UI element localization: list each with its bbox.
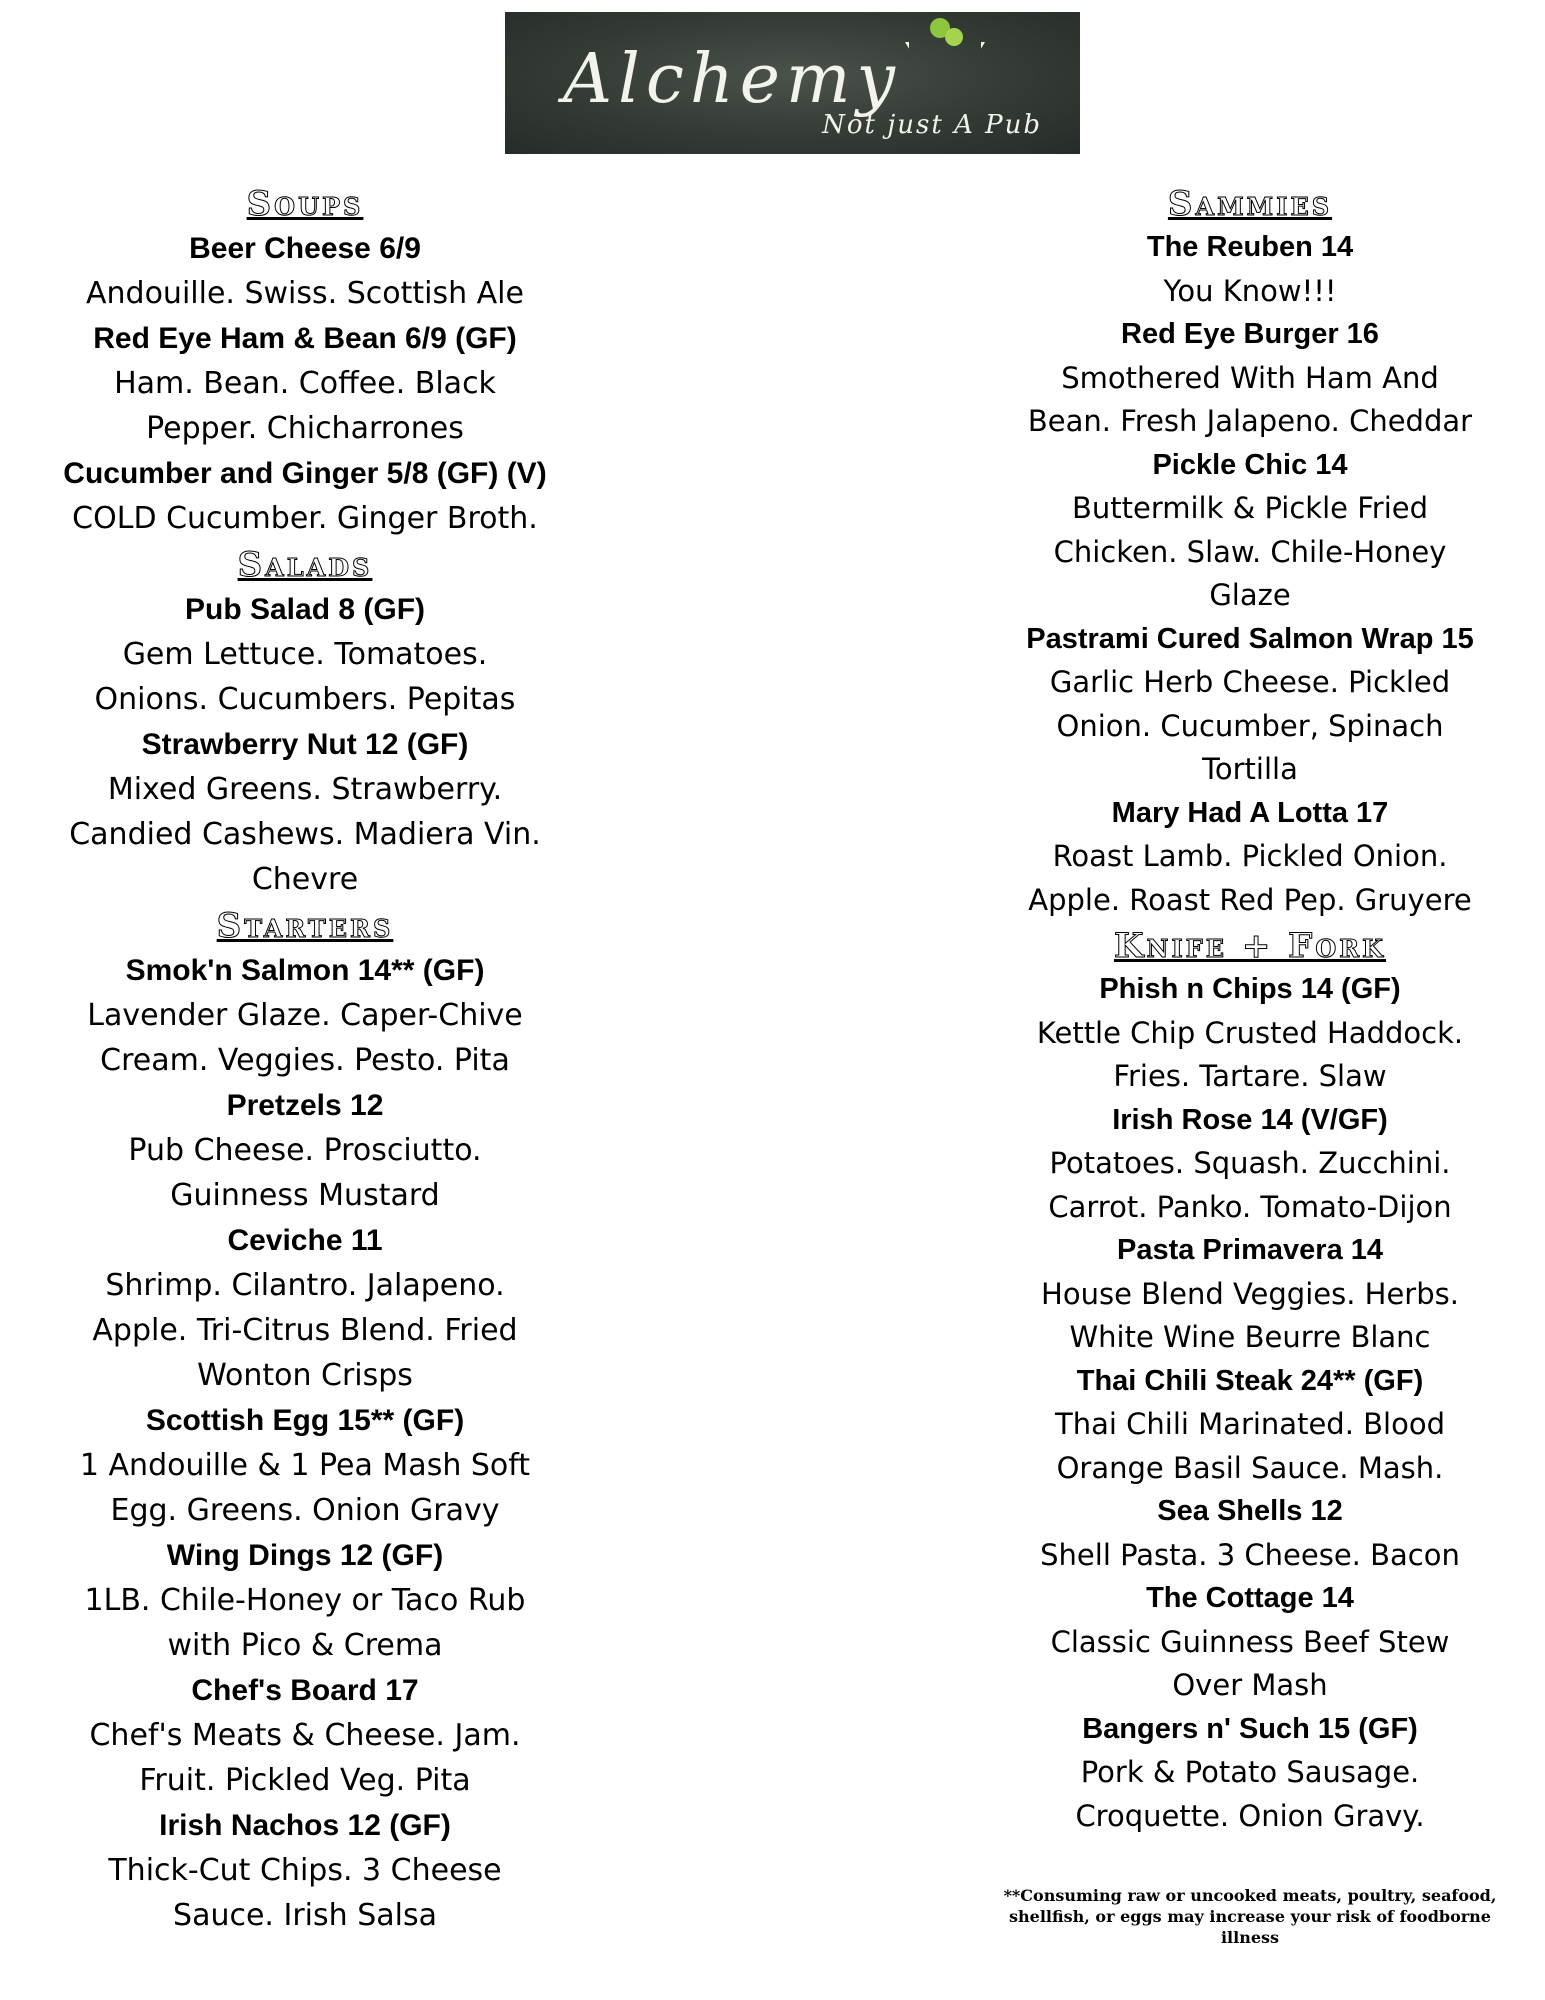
- menu-item-name: Ceviche 11: [227, 1224, 383, 1257]
- menu-item-description: Thai Chili Marinated. Blood: [1055, 1407, 1445, 1441]
- menu-item-description: Garlic Herb Cheese. Pickled: [1049, 665, 1451, 699]
- menu-item-description: Chevre: [251, 862, 359, 897]
- menu-item-name: Beer Cheese 6/9: [189, 232, 421, 265]
- menu-item-name: Sea Shells 12: [1157, 1495, 1343, 1527]
- section-soups: [20, 182, 590, 541]
- menu-item-description: Smothered With Ham And: [1061, 360, 1439, 395]
- section-heading: Soups: [246, 184, 364, 224]
- menu-item-description: Kettle Chip Crusted Haddock.: [1036, 1015, 1464, 1050]
- menu-item-name: The Cottage 14: [1146, 1582, 1354, 1614]
- menu-item-name: Red Eye Burger 16: [1121, 318, 1379, 350]
- menu-item-description: Andouille. Swiss. Scottish Ale: [86, 276, 524, 311]
- menu-item-description: Shrimp. Cilantro. Jalapeno.: [105, 1268, 505, 1303]
- menu-item-name: Pasta Primavera 14: [1116, 1234, 1384, 1266]
- menu-item-description: Glaze: [1209, 578, 1291, 612]
- section-salads: [20, 543, 590, 902]
- logo-banner: [505, 12, 1080, 154]
- menu-item-description: Potatoes. Squash. Zucchini.: [1049, 1146, 1451, 1180]
- menu-item-description: 1LB. Chile-Honey or Taco Rub: [84, 1583, 526, 1618]
- menu-item-name: Irish Nachos 12 (GF): [159, 1809, 451, 1842]
- menu-item-description: Chef's Meats & Cheese. Jam.: [89, 1718, 521, 1753]
- menu-item-description: Fries. Tartare. Slaw: [1113, 1059, 1387, 1093]
- menu-column-right: [985, 180, 1515, 1838]
- olive-icon: [945, 28, 963, 46]
- menu-item-description: COLD Cucumber. Ginger Broth.: [72, 501, 538, 536]
- menu-item-name: Bangers n' Such 15 (GF): [1082, 1712, 1418, 1745]
- menu-item-name: Pretzels 12: [226, 1089, 384, 1122]
- menu-item-description: Sauce. Irish Salsa: [173, 1898, 437, 1933]
- menu-item-description: White Wine Beurre Blanc: [1069, 1320, 1431, 1354]
- logo-tagline: Not just A Pub: [822, 110, 1042, 140]
- menu-item-description: Onions. Cucumbers. Pepitas: [94, 682, 516, 717]
- menu-item-name: Chef's Board 17: [191, 1674, 419, 1707]
- menu-item-description: Over Mash: [1172, 1668, 1328, 1702]
- menu-item-description: Pepper. Chicharrones: [146, 411, 464, 446]
- menu-item-description: Cream. Veggies. Pesto. Pita: [100, 1043, 510, 1078]
- menu-item-name: Irish Rose 14 (V/GF): [1112, 1103, 1388, 1136]
- menu-item-name: Red Eye Ham & Bean 6/9 (GF): [93, 322, 517, 355]
- menu-item-name: Strawberry Nut 12 (GF): [141, 728, 469, 761]
- menu-item-description: Ham. Bean. Coffee. Black: [114, 366, 496, 401]
- menu-item-name: Cucumber and Ginger 5/8 (GF) (V): [63, 457, 547, 490]
- menu-item-name: Pickle Chic 14: [1152, 448, 1348, 481]
- section-knife-fork: [985, 924, 1515, 1838]
- menu-item-description: 1 Andouille & 1 Pea Mash Soft: [79, 1448, 531, 1483]
- menu-item-name: Phish n Chips 14 (GF): [1099, 973, 1401, 1005]
- menu-item-description: Orange Basil Sauce. Mash.: [1056, 1450, 1444, 1485]
- menu-item-description: Croquette. Onion Gravy.: [1075, 1798, 1425, 1833]
- menu-item-description: Candied Cashews. Madiera Vin.: [69, 817, 541, 852]
- menu-item-name: Pub Salad 8 (GF): [184, 593, 426, 626]
- section-starters: [20, 904, 590, 1938]
- menu-item-description: Buttermilk & Pickle Fried: [1071, 491, 1429, 525]
- menu-item-name: Mary Had A Lotta 17: [1111, 796, 1389, 829]
- menu-item-description: Roast Lamb. Pickled Onion.: [1052, 839, 1448, 873]
- menu-item-description: Classic Guinness Beef Stew: [1050, 1624, 1450, 1659]
- menu-item-description: Shell Pasta. 3 Cheese. Bacon: [1040, 1537, 1460, 1572]
- menu-item-description: Onion. Cucumber, Spinach: [1056, 708, 1444, 743]
- menu-item-description: Gem Lettuce. Tomatoes.: [122, 637, 488, 672]
- menu-item-description: Apple. Tri-Citrus Blend. Fried: [92, 1313, 518, 1348]
- menu-item-description: Wonton Crisps: [197, 1358, 413, 1393]
- logo-wordmark: Alchemy: [563, 40, 901, 119]
- menu-item-name: Pastrami Cured Salmon Wrap 15: [1026, 622, 1474, 655]
- menu-item-description: Egg. Greens. Onion Gravy: [110, 1493, 500, 1528]
- menu-item-description: with Pico & Crema: [167, 1628, 443, 1663]
- menu-item-name: Scottish Egg 15** (GF): [145, 1404, 465, 1437]
- section-sammies: [985, 182, 1515, 922]
- menu-item-description: Carrot. Panko. Tomato-Dijon: [1048, 1189, 1452, 1224]
- menu-item-description: House Blend Veggies. Herbs.: [1041, 1276, 1459, 1311]
- menu-item-description: Thick-Cut Chips. 3 Cheese: [108, 1853, 502, 1888]
- disclaimer: **Consuming raw or uncooked meats, poultry, seafood, shellfish, or eggs may increase your risk of foodborne illness: [1003, 1886, 1497, 1947]
- menu-column-left: [20, 180, 590, 1938]
- menu-item-name: Wing Dings 12 (GF): [166, 1539, 444, 1572]
- section-heading: Starters: [216, 906, 394, 946]
- menu-item-description: Fruit. Pickled Veg. Pita: [139, 1763, 471, 1798]
- menu-item-description: Bean. Fresh Jalapeno. Cheddar: [1027, 404, 1473, 438]
- menu-item-description: Pub Cheese. Prosciutto.: [128, 1133, 482, 1168]
- menu-item-description: Lavender Glaze. Caper-Chive: [87, 998, 523, 1033]
- martini-glass-icon: [905, 42, 985, 102]
- menu-item-description: Pork & Potato Sausage.: [1080, 1755, 1420, 1789]
- menu-item-name: Smok'n Salmon 14** (GF): [125, 954, 485, 987]
- section-heading: Knife + Fork: [1113, 926, 1387, 966]
- menu-item-description: Guinness Mustard: [170, 1178, 440, 1213]
- menu-item-description: Apple. Roast Red Pep. Gruyere: [1028, 882, 1472, 917]
- section-heading: Salads: [237, 545, 373, 585]
- menu-item-description: Tortilla: [1202, 752, 1298, 786]
- menu-item-description: Mixed Greens. Strawberry.: [107, 772, 503, 807]
- menu-item-name: Thai Chili Steak 24** (GF): [1076, 1364, 1424, 1397]
- menu-item-name: The Reuben 14: [1146, 231, 1354, 263]
- menu-item-description: You Know!!!: [1163, 273, 1337, 308]
- menu-item-description: Chicken. Slaw. Chile-Honey: [1053, 534, 1447, 569]
- section-heading: Sammies: [1167, 184, 1333, 224]
